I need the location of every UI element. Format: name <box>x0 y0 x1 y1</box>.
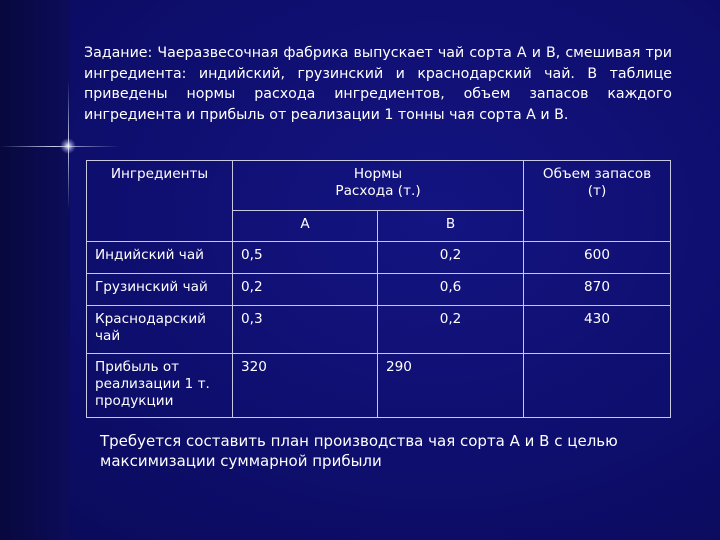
decorative-sparkle-icon <box>60 138 76 154</box>
decorative-left-band <box>0 0 70 540</box>
header-col-a: А <box>233 211 378 242</box>
row-name: Краснодарский чай <box>87 306 233 354</box>
row-name: Индийский чай <box>87 242 233 274</box>
row-value-a: 0,3 <box>233 306 378 354</box>
row-value-b: 0,2 <box>378 306 524 354</box>
row-name: Грузинский чай <box>87 274 233 306</box>
header-norms-line2: Расход <box>335 183 386 199</box>
row-stock: 430 <box>524 306 671 354</box>
row-value-a: 0,5 <box>233 242 378 274</box>
task-text: Задание: Чаеразвесочная фабрика выпускает чай сорта А и В, смешивая три ингредиента: индийский, грузинский и краснодарский чай. В таблице приведены нормы расхода ингредиентов, объем запасов каждого ингредиента и прибыль от реализации 1 тонны чая сорта А и В. <box>84 45 672 123</box>
table-header-row <box>87 161 671 211</box>
table-row <box>87 274 671 306</box>
table-row <box>87 306 671 354</box>
header-norms <box>233 161 524 211</box>
row-stock: 870 <box>524 274 671 306</box>
conclusion-text: Требуется составить план производства чая сорта А и В с целью максимизации суммарной прибыли <box>100 432 618 470</box>
row-value-a: 320 <box>233 354 378 418</box>
header-norms-line1: Нормы <box>353 166 403 182</box>
row-name: Прибыль от реализации 1 т. продукции <box>87 354 233 418</box>
header-col-b: В <box>378 211 524 242</box>
table-row <box>87 242 671 274</box>
row-value-b: 0,2 <box>378 242 524 274</box>
header-stock: Объем запасов (т) <box>524 161 671 242</box>
header-norms-line2-suffix: а (т.) <box>385 183 421 199</box>
row-value-b: 290 <box>378 354 524 418</box>
table-row <box>87 354 671 418</box>
row-stock <box>524 354 671 418</box>
row-stock: 600 <box>524 242 671 274</box>
row-value-b: 0,6 <box>378 274 524 306</box>
row-value-a: 0,2 <box>233 274 378 306</box>
header-ingredients: Ингредиенты <box>87 161 233 242</box>
data-table <box>86 160 671 418</box>
